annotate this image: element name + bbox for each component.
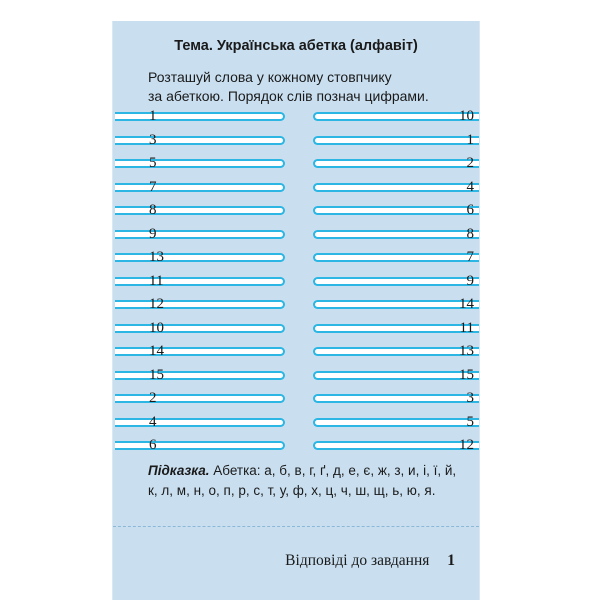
left-answer-number: 10 <box>149 319 164 336</box>
right-answer-row <box>311 176 480 200</box>
left-answer-line <box>115 159 285 168</box>
right-answer-line <box>313 230 480 239</box>
right-answer-number: 6 <box>466 202 474 218</box>
instruction-line-1: Розташуй слова у кожному стовпчику <box>148 69 392 85</box>
left-answer-row <box>115 364 300 388</box>
left-answer-line <box>115 441 285 450</box>
left-answer-line <box>115 183 285 192</box>
left-answer-number: 15 <box>149 366 164 383</box>
left-answer-line <box>115 253 285 262</box>
hint-alphabet-line-1: Абетка: а, б, в, г, ґ, д, е, є, ж, з, и, і, ї, й, <box>213 463 457 478</box>
worksheet-page <box>112 21 480 600</box>
left-answer-number: 4 <box>149 413 157 430</box>
right-answer-line <box>313 159 480 168</box>
left-answer-number: 7 <box>149 178 157 195</box>
right-answer-number: 11 <box>459 319 474 336</box>
footer <box>285 552 455 570</box>
right-answer-line <box>313 206 480 215</box>
right-answer-line <box>313 253 480 262</box>
right-answer-number: 9 <box>466 272 474 289</box>
right-answer-number: 8 <box>466 225 474 242</box>
right-answer-row <box>311 152 480 176</box>
right-answer-number: 3 <box>466 390 474 406</box>
right-answer-line <box>313 394 480 403</box>
left-answer-row <box>115 317 300 341</box>
right-answer-line <box>313 136 480 145</box>
right-answer-number: 12 <box>459 437 474 453</box>
left-answer-row <box>115 199 300 223</box>
left-answer-number: 8 <box>149 202 157 218</box>
left-answer-line <box>115 277 285 286</box>
page-title: Тема. Українська абетка (алфавіт) <box>174 38 418 54</box>
right-answer-line <box>313 371 480 380</box>
left-answer-row <box>115 176 300 200</box>
right-answer-row <box>311 129 480 153</box>
left-answer-line <box>115 112 285 121</box>
right-answer-line <box>313 300 480 309</box>
right-answer-row <box>311 270 480 294</box>
left-answer-line <box>115 418 285 427</box>
left-answer-row <box>115 387 300 411</box>
left-answer-number: 3 <box>149 131 157 148</box>
right-answer-row <box>311 340 480 364</box>
left-answer-column <box>115 105 300 458</box>
left-answer-row <box>115 293 300 317</box>
left-answer-line <box>115 394 285 403</box>
right-answer-row <box>311 293 480 317</box>
right-answer-number: 14 <box>459 296 474 312</box>
right-answer-line <box>313 324 480 333</box>
left-answer-row <box>115 411 300 435</box>
right-answer-number: 7 <box>466 249 474 265</box>
left-answer-line <box>115 324 285 333</box>
right-answer-number: 1 <box>466 131 474 148</box>
right-answer-number: 10 <box>459 108 474 124</box>
right-answer-line <box>313 277 480 286</box>
footer-text: Відповіді до завдання <box>285 552 430 569</box>
hint-label: Підказка. <box>148 463 210 478</box>
hint-alphabet-line-2: к, л, м, н, о, п, р, с, т, у, ф, х, ц, ч, ш, щ, ь, ю, я. <box>148 483 436 498</box>
right-answer-row <box>311 199 480 223</box>
right-answer-number: 2 <box>466 155 474 171</box>
page-number: 1 <box>447 552 455 569</box>
left-answer-line <box>115 371 285 380</box>
right-answer-row <box>311 223 480 247</box>
left-answer-row <box>115 246 300 270</box>
left-answer-row <box>115 340 300 364</box>
left-answer-row <box>115 270 300 294</box>
right-answer-column <box>311 105 480 458</box>
right-answer-row <box>311 411 480 435</box>
instruction-text <box>148 68 468 106</box>
right-answer-row <box>311 434 480 458</box>
right-answer-number: 4 <box>466 178 474 195</box>
right-answer-row <box>311 317 480 341</box>
right-answer-line <box>313 347 480 356</box>
instruction-line-2: за абеткою. Порядок слів познач цифрами. <box>148 88 429 104</box>
left-answer-line <box>115 206 285 215</box>
right-answer-number: 13 <box>459 343 474 359</box>
right-answer-row <box>311 364 480 388</box>
left-answer-number: 11 <box>149 272 164 289</box>
left-answer-number: 5 <box>149 155 157 171</box>
left-answer-row <box>115 434 300 458</box>
right-answer-line <box>313 441 480 450</box>
left-answer-number: 12 <box>149 296 164 312</box>
right-answer-line <box>313 418 480 427</box>
right-answer-line <box>313 112 480 121</box>
left-answer-line <box>115 230 285 239</box>
hint-block <box>148 461 473 501</box>
left-answer-row <box>115 223 300 247</box>
left-answer-row <box>115 129 300 153</box>
left-answer-line <box>115 300 285 309</box>
left-answer-line <box>115 347 285 356</box>
right-answer-row <box>311 387 480 411</box>
right-answer-line <box>313 183 480 192</box>
left-answer-number: 2 <box>149 390 157 406</box>
left-answer-number: 13 <box>149 249 164 265</box>
dashed-divider <box>113 526 479 527</box>
right-answer-number: 5 <box>466 413 474 430</box>
left-answer-row <box>115 152 300 176</box>
left-answer-number: 14 <box>149 343 164 359</box>
left-answer-number: 6 <box>149 437 157 453</box>
right-answer-number: 15 <box>459 366 474 383</box>
left-answer-number: 9 <box>149 225 157 242</box>
left-answer-line <box>115 136 285 145</box>
left-answer-number: 1 <box>149 108 157 124</box>
left-answer-row <box>115 105 300 129</box>
right-answer-row <box>311 105 480 129</box>
right-answer-row <box>311 246 480 270</box>
